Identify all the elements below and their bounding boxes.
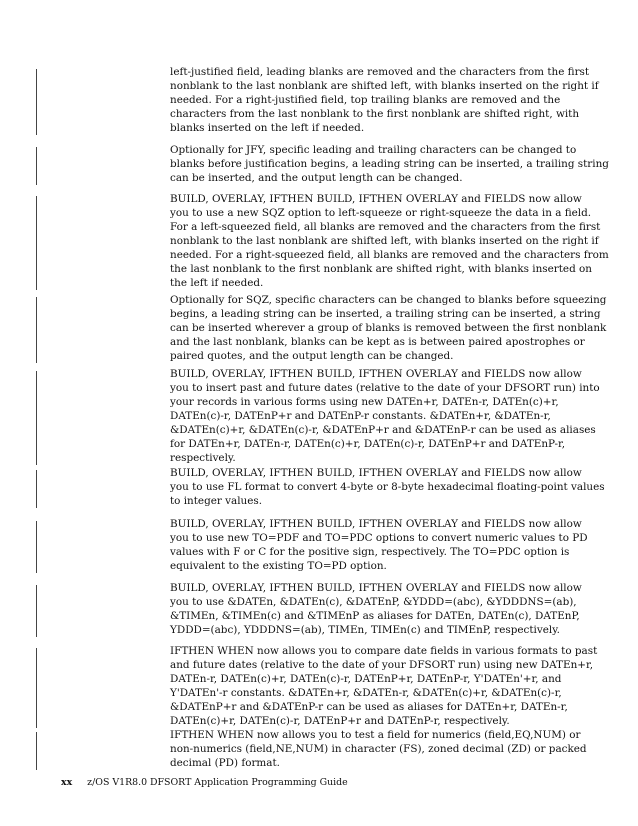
text-line: Optionally for SQZ, specific characters can be changed to blanks before squeezing [170,294,607,306]
change-bar [36,521,37,573]
text-line: begins, a leading string can be inserted, a trailing string can be inserted, a string [170,308,601,320]
page-footer [61,777,348,788]
change-bar [36,732,37,770]
body-paragraph [170,293,607,363]
text-line: equivalent to the existing TO=PD option. [170,560,387,572]
body-paragraph [170,143,609,185]
text-line: non-numerics (field,NE,NUM) in character (FS), zoned decimal (ZD) or packed [170,743,587,755]
text-line: you to use a new SQZ option to left-squeeze or right-squeeze the data in a field. [170,207,592,219]
change-bar [36,196,37,290]
text-line: &DATEnP+r and &DATEnP-r can be used as aliases for DATEn+r, DATEn-r, [170,701,568,713]
text-line: paired quotes, and the output length can be changed. [170,350,454,362]
text-line: you to insert past and future dates (relative to the date of your DFSORT run) into [170,382,600,394]
text-line: BUILD, OVERLAY, IFTHEN BUILD, IFTHEN OVERLAY and FIELDS now allow [170,467,582,479]
change-bar [36,648,37,728]
text-line: IFTHEN WHEN now allows you to compare date fields in various formats to past [170,645,598,657]
text-line: IFTHEN WHEN now allows you to test a field for numerics (field,EQ,NUM) or [170,729,581,741]
text-line: left-justified field, leading blanks are removed and the characters from the first [170,66,590,78]
body-paragraph [170,65,599,135]
text-line: can be inserted wherever a group of blanks is removed between the first nonblank [170,322,607,334]
text-line: needed. For a right-squeezed field, all blanks are removed and the characters from [170,249,609,261]
text-line: DATEn-r, DATEn(c)+r, DATEn(c)-r, DATEnP+r, DATEnP-r, Y'DATEn'+r, and [170,673,562,685]
text-line: &TIMEn, &TIMEn(c) and &TIMEnP as aliases for DATEn, DATEn(c), DATEnP, [170,610,580,622]
change-bar [36,470,37,508]
change-bar [36,147,37,185]
text-line: for DATEn+r, DATEn-r, DATEn(c)+r, DATEn(c)-r, DATEnP+r and DATEnP-r, [170,438,566,450]
text-line: blanks before justification begins, a leading string can be inserted, a trailing string [170,158,609,170]
change-bar [36,585,37,637]
text-line: DATEn(c)-r, DATEnP+r and DATEnP-r constants. &DATEn+r, &DATEn-r, [170,410,551,422]
text-line: For a left-squeezed field, all blanks are removed and the characters from the first [170,221,601,233]
text-line: BUILD, OVERLAY, IFTHEN BUILD, IFTHEN OVERLAY and FIELDS now allow [170,193,582,205]
text-line: characters from the last nonblank to the first nonblank are shifted right, with [170,108,580,120]
text-line: nonblank to the last nonblank are shifted left, with blanks inserted on the right if [170,80,599,92]
text-line: values with F or C for the positive sign, respectively. The TO=PDC option is [170,546,570,558]
body-paragraph [170,581,582,637]
body-paragraph [170,728,587,770]
text-line: nonblank to the last nonblank are shifted left, with blanks inserted on the right if [170,235,599,247]
text-line: DATEn(c)+r, DATEn(c)-r, DATEnP+r and DATEnP-r, respectively. [170,715,510,727]
page-number: xx [61,777,73,788]
text-line: &DATEn(c)+r, &DATEn(c)-r, &DATEnP+r and &DATEnP-r can be used as aliases [170,424,596,436]
text-line: the last nonblank to the first nonblank are shifted right, with blanks inserted on [170,263,592,275]
text-line: blanks inserted on the left if needed. [170,122,365,134]
text-line: BUILD, OVERLAY, IFTHEN BUILD, IFTHEN OVERLAY and FIELDS now allow [170,518,582,530]
text-line: and the last nonblank, blanks can be kept as is between paired apostrophes or [170,336,585,348]
text-line: BUILD, OVERLAY, IFTHEN BUILD, IFTHEN OVERLAY and FIELDS now allow [170,582,582,594]
text-line: Y'DATEn'-r constants. &DATEn+r, &DATEn-r, &DATEn(c)+r, &DATEn(c)-r, [170,687,562,699]
text-line: can be inserted, and the output length can be changed. [170,172,463,184]
text-line: YDDD=(abc), YDDDNS=(ab), TIMEn, TIMEn(c) and TIMEnP, respectively. [170,624,560,636]
body-paragraph [170,192,609,290]
text-line: respectively. [170,452,236,464]
text-line: you to use FL format to convert 4-byte or 8-byte hexadecimal floating-point values [170,481,605,493]
book-title: z/OS V1R8.0 DFSORT Application Programming Guide [87,777,348,788]
body-paragraph [170,367,600,465]
text-line: to integer values. [170,495,263,507]
text-line: your records in various forms using new DATEn+r, DATEn-r, DATEn(c)+r, [170,396,559,408]
text-line: you to use new TO=PDF and TO=PDC options to convert numeric values to PD [170,532,588,544]
text-line: the left if needed. [170,277,264,289]
text-line: and future dates (relative to the date of your DFSORT run) using new DATEn+r, [170,659,594,671]
body-paragraph [170,517,588,573]
change-bar [36,69,37,135]
body-paragraph [170,644,598,728]
text-line: BUILD, OVERLAY, IFTHEN BUILD, IFTHEN OVERLAY and FIELDS now allow [170,368,582,380]
text-line: Optionally for JFY, specific leading and trailing characters can be changed to [170,144,577,156]
text-line: needed. For a right-justified field, top trailing blanks are removed and the [170,94,561,106]
text-line: you to use &DATEn, &DATEn(c), &DATEnP, &YDDD=(abc), &YDDDNS=(ab), [170,596,577,608]
change-bar [36,371,37,465]
body-paragraph [170,466,605,508]
text-line: decimal (PD) format. [170,757,280,769]
change-bar [36,297,37,363]
